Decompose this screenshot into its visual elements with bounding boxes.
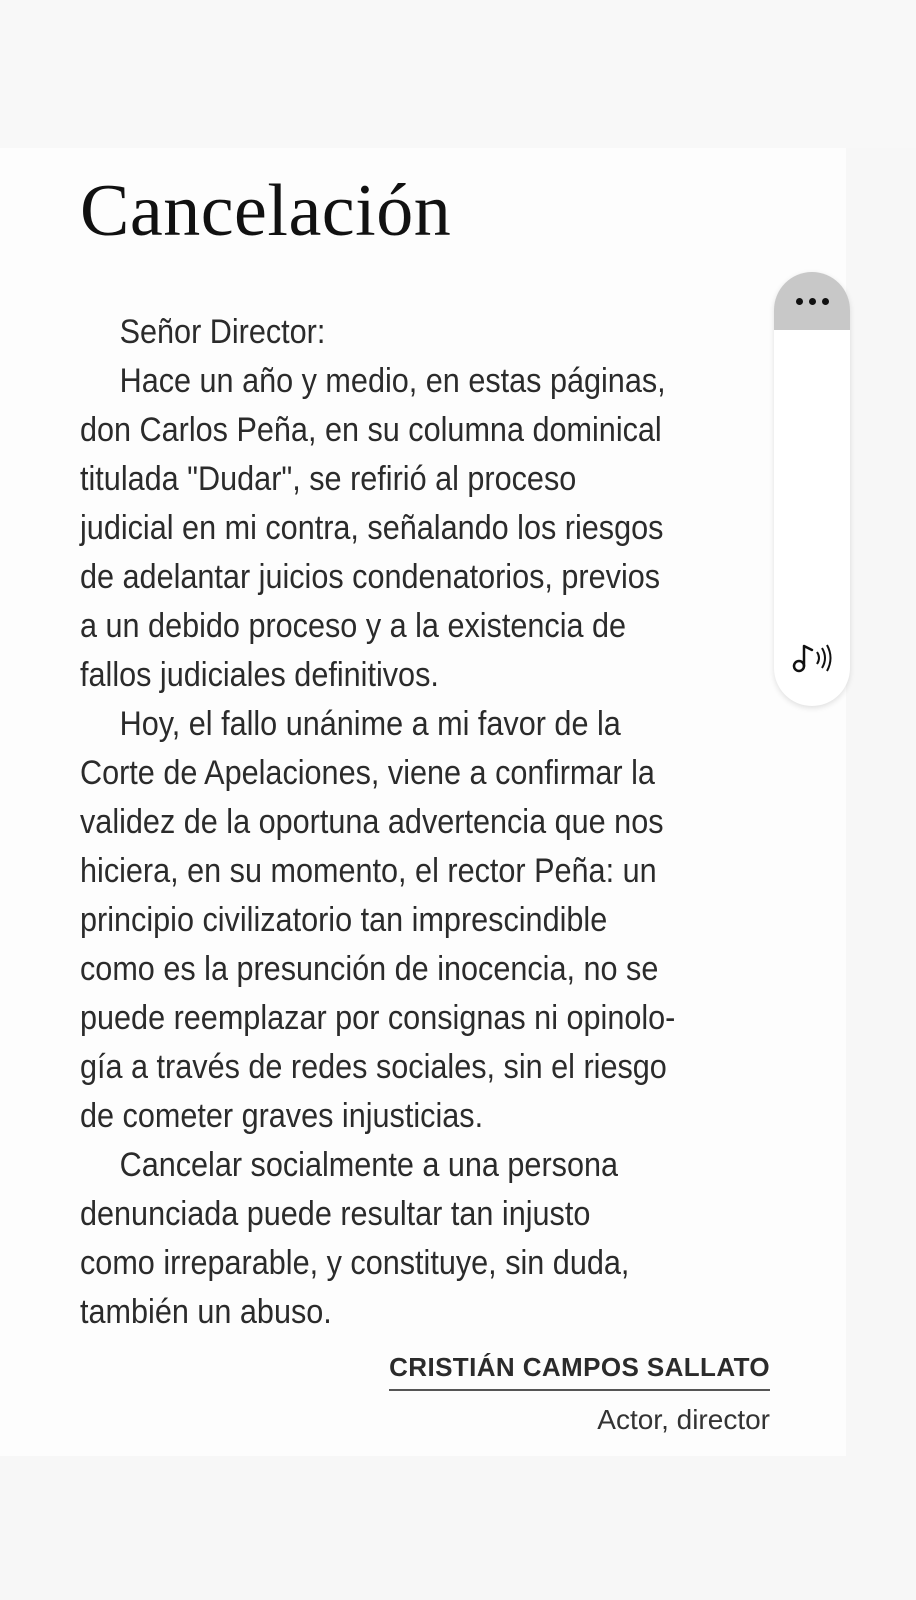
author-name: CRISTIÁN CAMPOS SALLATO — [389, 1352, 770, 1391]
article-line: titulada "Dudar", se refirió al proceso — [80, 460, 577, 498]
article-line: Corte de Apelaciones, viene a confirmar la — [80, 754, 655, 792]
article-line: puede reemplazar por consignas ni opinolo- — [80, 999, 676, 1037]
article-line: denunciada puede resultar tan injusto — [80, 1195, 591, 1233]
article-line: también un abuso. — [80, 1293, 332, 1331]
author-role: Actor, director — [597, 1404, 770, 1435]
article-headline: Cancelación — [80, 170, 452, 252]
article-line: de cometer graves injusticias. — [80, 1097, 484, 1135]
background-top — [0, 0, 916, 148]
article-line: principio civilizatorio tan imprescindible — [80, 901, 608, 939]
article-line: fallos judiciales definitivos. — [80, 656, 439, 694]
article-line: hiciera, en su momento, el rector Peña: un — [80, 852, 657, 890]
audio-button[interactable] — [774, 628, 850, 688]
article-line: a un debido proceso y a la existencia de — [80, 607, 627, 645]
article-line: Hace un año y medio, en estas páginas, — [119, 362, 666, 400]
more-options-button[interactable] — [774, 272, 850, 330]
article-line: don Carlos Peña, en su columna dominical — [80, 411, 662, 449]
article-line: Señor Director: — [119, 313, 326, 351]
floating-side-widget — [774, 272, 850, 706]
article-line: como irreparable, y constituye, sin duda, — [80, 1244, 630, 1282]
article-line: Hoy, el fallo unánime a mi favor de la — [119, 705, 621, 743]
article-line: Cancelar socialmente a una persona — [119, 1146, 619, 1184]
article-line: gía a través de redes sociales, sin el riesgo — [80, 1048, 667, 1086]
article-line: de adelantar juicios condenatorios, previos — [80, 558, 661, 596]
article-line: validez de la oportuna advertencia que nos — [80, 803, 664, 841]
article-line: como es la presunción de inocencia, no se — [80, 950, 659, 988]
more-horizontal-icon — [796, 298, 829, 305]
article-line: judicial en mi contra, señalando los riesgos — [80, 509, 664, 547]
music-note-sound-icon — [790, 640, 834, 676]
article-body — [80, 308, 710, 1337]
